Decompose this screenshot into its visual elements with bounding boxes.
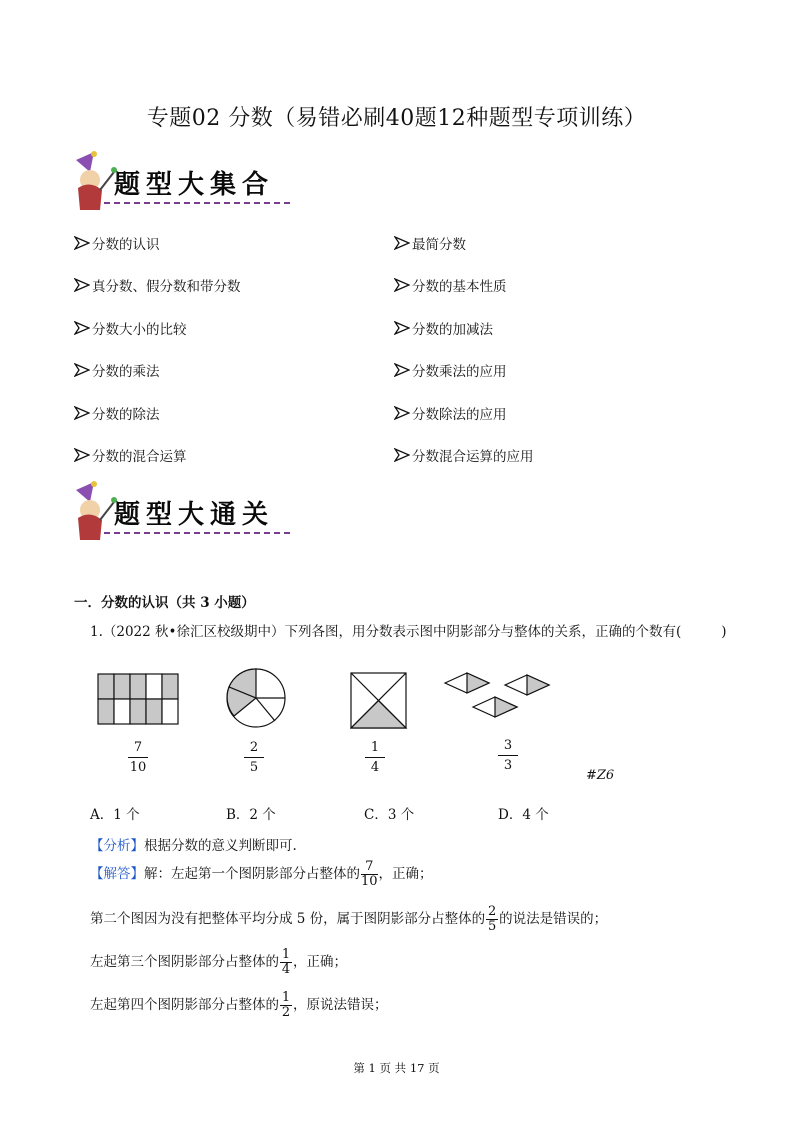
figure-circle bbox=[225, 667, 287, 729]
topic-item bbox=[74, 445, 187, 465]
answer-text: ，正确； bbox=[293, 954, 347, 970]
topic-item bbox=[74, 360, 160, 380]
topic-item bbox=[394, 318, 493, 338]
arrow-bullet-icon bbox=[74, 363, 90, 377]
topic-label: 分数的认识 bbox=[92, 237, 160, 253]
wizard-mascot-icon bbox=[70, 150, 118, 214]
answer-line-1 bbox=[90, 860, 433, 889]
arrow-bullet-icon bbox=[74, 278, 90, 292]
inline-fraction: $\frac{1}{2}$ bbox=[281, 990, 291, 1020]
figure-1-fraction: 7 10 bbox=[129, 740, 147, 775]
banner-label: 题型大集合 bbox=[114, 170, 275, 200]
topic-item bbox=[74, 275, 241, 295]
option-b: B．2 个 bbox=[226, 807, 276, 823]
banner-divider bbox=[104, 202, 290, 204]
section-banner-practice bbox=[70, 480, 300, 550]
analysis-text: 根据分数的意义判断即可. bbox=[144, 838, 297, 854]
answer-text: 解：左起第一个图阴影部分占整体的 bbox=[144, 866, 360, 882]
topic-label: 分数大小的比较 bbox=[92, 321, 187, 338]
option-a: A．1 个 bbox=[90, 807, 140, 823]
figure-rhombi bbox=[442, 672, 554, 720]
wizard-mascot-icon bbox=[70, 480, 118, 544]
topic-label: 分数的乘法 bbox=[92, 364, 160, 381]
arrow-bullet-icon bbox=[394, 321, 410, 335]
arrow-bullet-icon bbox=[394, 406, 410, 420]
topic-item bbox=[394, 233, 466, 253]
question-1 bbox=[90, 620, 730, 640]
question-text: 1.（2022 秋•徐汇区校级期中）下列各图，用分数表示图中阴影部分与整体的关系，正确的个数有( bbox=[90, 624, 682, 640]
figure-grid-rectangle bbox=[97, 673, 179, 725]
inline-fraction: $\frac{2}{5}$ bbox=[488, 904, 497, 934]
figure-4-fraction: 3 3 bbox=[493, 738, 523, 773]
topic-label: 分数的混合运算 bbox=[92, 449, 187, 465]
answer-line-3 bbox=[90, 948, 347, 977]
arrow-bullet-icon bbox=[74, 448, 90, 462]
section-banner-summary bbox=[70, 150, 300, 220]
figure-2-fraction: 2 5 bbox=[239, 740, 269, 775]
answer-text: 左起第四个图阴影部分占整体的 bbox=[90, 997, 279, 1013]
topic-item bbox=[394, 403, 507, 423]
option-c: C．3 个 bbox=[364, 807, 415, 823]
answer-text: ，正确； bbox=[378, 866, 433, 882]
topic-item bbox=[394, 275, 507, 295]
question-note: #Z6 bbox=[586, 768, 615, 783]
page-footer: 第 1 页 共 17 页 bbox=[353, 1061, 440, 1075]
answer-text: ，原说法错误； bbox=[293, 997, 388, 1013]
inline-fraction: $\frac{1}{4}$ bbox=[281, 947, 291, 977]
arrow-bullet-icon bbox=[74, 236, 90, 250]
topic-label: 分数的基本性质 bbox=[412, 279, 507, 296]
question-close-paren: ) bbox=[721, 624, 727, 640]
topic-label: 分数的加减法 bbox=[412, 321, 493, 338]
analysis-line bbox=[90, 834, 297, 854]
arrow-bullet-icon bbox=[394, 236, 410, 250]
inline-fraction: $\frac{7}{10}$ bbox=[361, 859, 378, 889]
topic-item bbox=[394, 445, 534, 465]
topic-item bbox=[74, 318, 187, 338]
topic-label: 分数的除法 bbox=[92, 406, 160, 423]
answer-line-2 bbox=[90, 905, 607, 934]
answer-line-4 bbox=[90, 991, 388, 1020]
arrow-bullet-icon bbox=[394, 278, 410, 292]
topic-label: 分数除法的应用 bbox=[412, 406, 507, 423]
topic-label: 分数乘法的应用 bbox=[412, 364, 507, 381]
figure-3-fraction: 1 4 bbox=[360, 740, 390, 775]
page-title: 专题02 分数（易错必刷40题12种题型专项训练） bbox=[146, 106, 647, 131]
arrow-bullet-icon bbox=[74, 321, 90, 335]
banner-label: 题型大通关 bbox=[114, 500, 275, 530]
banner-divider bbox=[104, 532, 290, 534]
section-heading: 一．分数的认识（共 3 小题） bbox=[74, 595, 255, 611]
answer-text: 的说法是错误的； bbox=[499, 911, 608, 927]
analysis-tag: 【分析】 bbox=[90, 838, 144, 854]
answer-text: 左起第三个图阴影部分占整体的 bbox=[90, 954, 279, 970]
topic-label: 真分数、假分数和带分数 bbox=[92, 279, 241, 296]
answer-text: 第二个图因为没有把整体平均分成 5 份，属于图阴影部分占整体的 bbox=[90, 911, 486, 927]
arrow-bullet-icon bbox=[74, 406, 90, 420]
arrow-bullet-icon bbox=[394, 363, 410, 377]
answer-tag: 【解答】 bbox=[90, 866, 144, 882]
arrow-bullet-icon bbox=[394, 448, 410, 462]
topic-item bbox=[394, 360, 507, 380]
topic-item bbox=[74, 233, 160, 253]
option-d: D．4 个 bbox=[498, 807, 549, 823]
topic-item bbox=[74, 403, 160, 423]
topic-label: 分数混合运算的应用 bbox=[412, 449, 534, 465]
figure-square bbox=[350, 672, 408, 730]
topic-label: 最简分数 bbox=[412, 237, 466, 253]
